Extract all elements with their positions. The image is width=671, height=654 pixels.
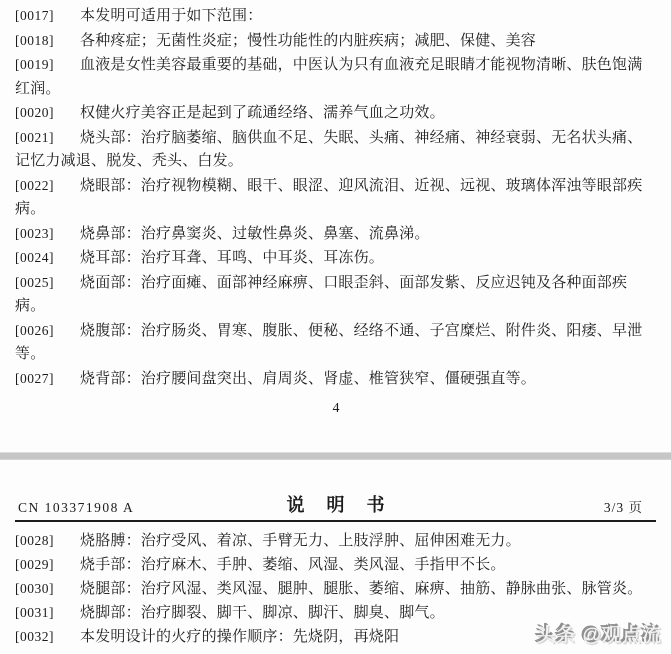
paragraph-number: [0032] bbox=[15, 629, 54, 644]
paragraph-text: 血液是女性美容最重要的基础，中医认为只有血液充足眼睛才能视物清晰、肤色饱满红润。 bbox=[15, 57, 643, 97]
paragraph-text: 烧面部：治疗面瘫、面部神经麻痹、口眼歪斜、面部发紫、反应迟钝及各种面部疾病。 bbox=[15, 274, 628, 314]
paragraph bbox=[15, 101, 657, 126]
document-title: 说明书 bbox=[286, 495, 407, 515]
paragraph-text: 本发明可适用于如下范围： bbox=[80, 8, 263, 24]
paragraph-text: 烧脚部：治疗脚裂、脚干、脚凉、脚汗、脚臭、脚气。 bbox=[80, 605, 445, 621]
paragraph-text: 烧手部：治疗麻木、手肿、萎缩、风湿、类风湿、手指甲不长。 bbox=[80, 557, 506, 573]
paragraph-number: [0028] bbox=[15, 533, 54, 548]
paragraph-text: 烧头部：治疗脑萎缩、脑供血不足、失眠、头痛、神经痛、神经衰弱、无名状头痛、记忆力减退、脱发、秃头、白发。 bbox=[15, 129, 643, 169]
paragraph-number: [0021] bbox=[15, 129, 54, 145]
paragraph-number: [0019] bbox=[15, 57, 54, 72]
paragraph-text: 烧鼻部：治疗鼻窦炎、过敏性鼻炎、鼻塞、流鼻涕。 bbox=[80, 225, 430, 242]
paragraph bbox=[15, 222, 657, 247]
paragraph bbox=[15, 53, 657, 101]
paragraph-number: [0022] bbox=[15, 177, 54, 193]
paragraph bbox=[15, 553, 657, 577]
paragraph-number: [0027] bbox=[15, 370, 54, 386]
paragraph bbox=[15, 529, 657, 553]
paragraph-number: [0026] bbox=[15, 322, 54, 338]
paragraph bbox=[15, 577, 657, 601]
page-divider bbox=[0, 452, 671, 460]
paragraph-number: [0017] bbox=[15, 8, 54, 23]
paragraph-number: [0018] bbox=[15, 32, 54, 48]
paragraph bbox=[15, 4, 657, 29]
paragraph bbox=[15, 126, 657, 174]
watermark: 头条 @观点流 bbox=[536, 625, 662, 646]
paragraph-text: 烧胳膊：治疗受风、着凉、手臂无力、上肢浮肿、屈伸困难无力。 bbox=[80, 533, 521, 549]
paragraph-number: [0023] bbox=[15, 225, 54, 241]
paragraph-text: 权健火疗美容正是起到了疏通经络、濡养气血之功效。 bbox=[80, 105, 445, 121]
paragraph-text: 本发明设计的火疗的操作顺序：先烧阴，再烧阳 bbox=[80, 629, 400, 645]
paragraph-text: 烧腹部：治疗肠炎、胃寒、腹胀、便秘、经络不通、子宫糜烂、附件炎、阳痿、早泄等。 bbox=[15, 322, 643, 362]
page-number: 4 bbox=[332, 401, 340, 416]
paragraph bbox=[15, 271, 657, 319]
paragraph bbox=[15, 29, 657, 54]
paragraph-list bbox=[15, 4, 657, 391]
paragraph-number: [0031] bbox=[15, 605, 54, 620]
paragraph bbox=[15, 319, 657, 367]
paragraph-text: 烧腿部：治疗风湿、类风湿、腿肿、腿胀、萎缩、麻痹、抽筋、静脉曲张、脉管炎。 bbox=[80, 581, 643, 597]
page-header bbox=[15, 495, 656, 522]
paragraph-number: [0020] bbox=[15, 105, 54, 120]
paragraph-text: 烧背部：治疗腰间盘突出、肩周炎、肾虚、椎管狭窄、僵硬强直等。 bbox=[80, 370, 537, 387]
paragraph bbox=[15, 174, 657, 222]
paragraph-text: 烧眼部：治疗视物模糊、眼干、眼涩、迎风流泪、近视、远视、玻璃体浑浊等眼部疾病。 bbox=[15, 177, 643, 217]
document-number: CN 103371908 A bbox=[18, 500, 135, 515]
page-2 bbox=[0, 460, 671, 654]
paragraph-number: [0029] bbox=[15, 557, 54, 572]
paragraph-number: [0024] bbox=[15, 250, 54, 265]
paragraph-text: 烧耳部：治疗耳聋、耳鸣、中耳炎、耳冻伤。 bbox=[80, 250, 385, 266]
page-indicator: 3/3 页 bbox=[603, 500, 643, 515]
paragraph-number: [0025] bbox=[15, 274, 54, 290]
paragraph-text: 各种疼症；无菌性炎症；慢性功能性的内脏疾病；减肥、保健、美容 bbox=[80, 32, 537, 49]
paragraph-number: [0030] bbox=[15, 581, 54, 596]
paragraph bbox=[15, 246, 657, 271]
paragraph bbox=[15, 367, 657, 392]
